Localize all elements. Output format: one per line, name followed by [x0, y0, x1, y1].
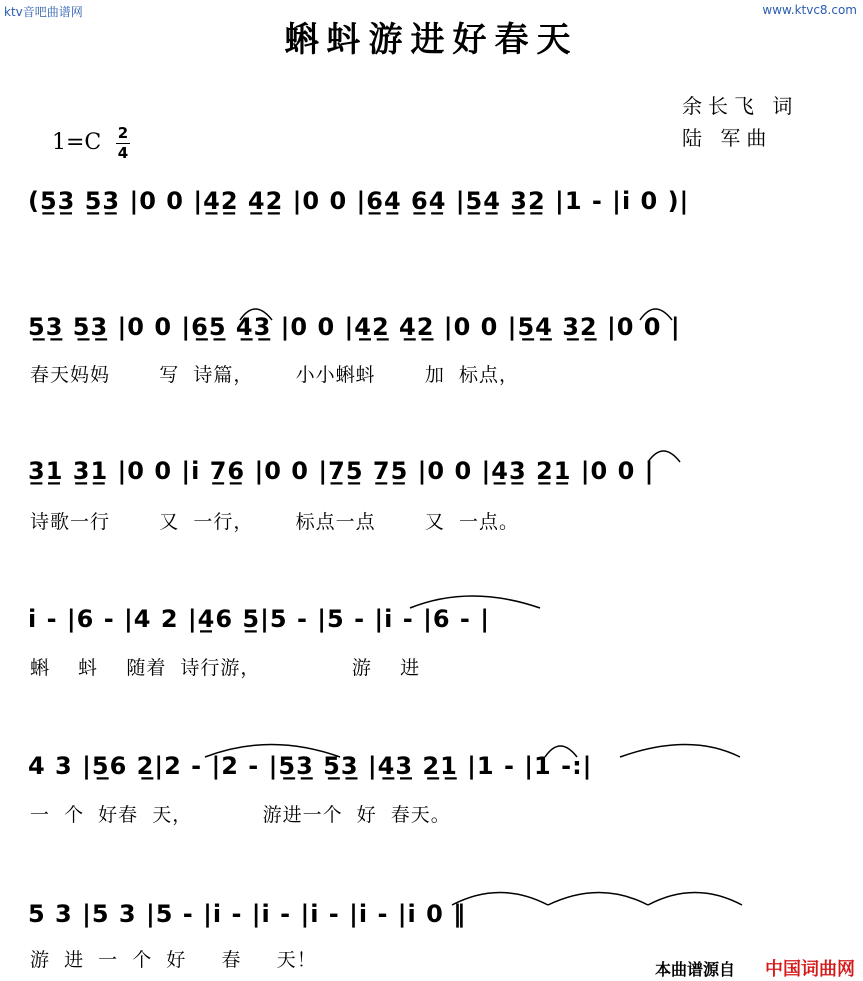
time-signature-bottom: 4: [117, 144, 129, 162]
music-line-3: 3̲1̲ 3̲1̲ |0 0 |i 7̲6̲ |0 0 |7̲5̲ 7̲5̲ |0 0 |4̲3̲ 2̲1̲ |0 0 |: [28, 457, 655, 485]
music-line-4: i - |6 - |4 2 |4̲6 5̲|5 - |5 - |i - |6 - |: [28, 605, 490, 633]
time-signature-top: 2: [117, 124, 129, 142]
watermark-right: www.ktvc8.com: [762, 3, 857, 17]
tie-mark: [548, 893, 648, 906]
music-line-2: 5̲3̲ 5̲3̲ |0 0 |6̲5̲ 4̲3̲ |0 0 |4̲2̲ 4̲2̲ |0 0 |5̲4̲ 3̲2̲ |0 0 |: [28, 313, 681, 341]
source-label: 本曲谱源自: [655, 960, 736, 979]
lyricist-credit: 余长飞 词: [682, 94, 799, 118]
tie-mark: [620, 745, 740, 758]
music-line-6: 5 3 |5 3 |5 - |i - |i - |i - |i - |i 0 ‖: [28, 900, 467, 928]
lyric-line-5: 一 个 好春 天， 游进一个 好 春天。: [30, 804, 451, 826]
song-title: 蝌蚪游进好春天: [284, 20, 579, 60]
lyric-line-3: 诗歌一行 又 一行， 标点一点 又 一点。: [30, 511, 519, 533]
key-signature: 1=C: [52, 130, 102, 155]
composer-credit: 陆 军曲: [682, 126, 773, 150]
time-signature: [116, 124, 130, 163]
tie-mark: [452, 893, 548, 906]
music-line-1: (5̲3̲ 5̲3̲ |0 0 |4̲2̲ 4̲2̲ |0 0 |6̲4̲ 6̲4̲ |5̲4̲ 3̲2̲ |1 - |i 0 )|: [28, 187, 690, 215]
source-site-logo: 中国词曲网: [765, 959, 855, 980]
lyric-line-6: 游 进 一 个 好 春 天！: [30, 949, 317, 971]
music-line-5: 4 3 |5̲6 2̲|2 - |2 - |5̲3̲ 5̲3̲ |4̲3̲ 2̲1̲ |1 - |1 -:|: [28, 752, 593, 780]
tie-mark: [648, 893, 742, 906]
lyric-line-4: 蝌 蚪 随着 诗行游， 游 进: [30, 657, 421, 679]
lyric-line-2: 春天妈妈 写 诗篇， 小小蝌蚪 加 标点，: [30, 364, 519, 386]
watermark-left: ktv音吧曲谱网: [4, 5, 83, 19]
